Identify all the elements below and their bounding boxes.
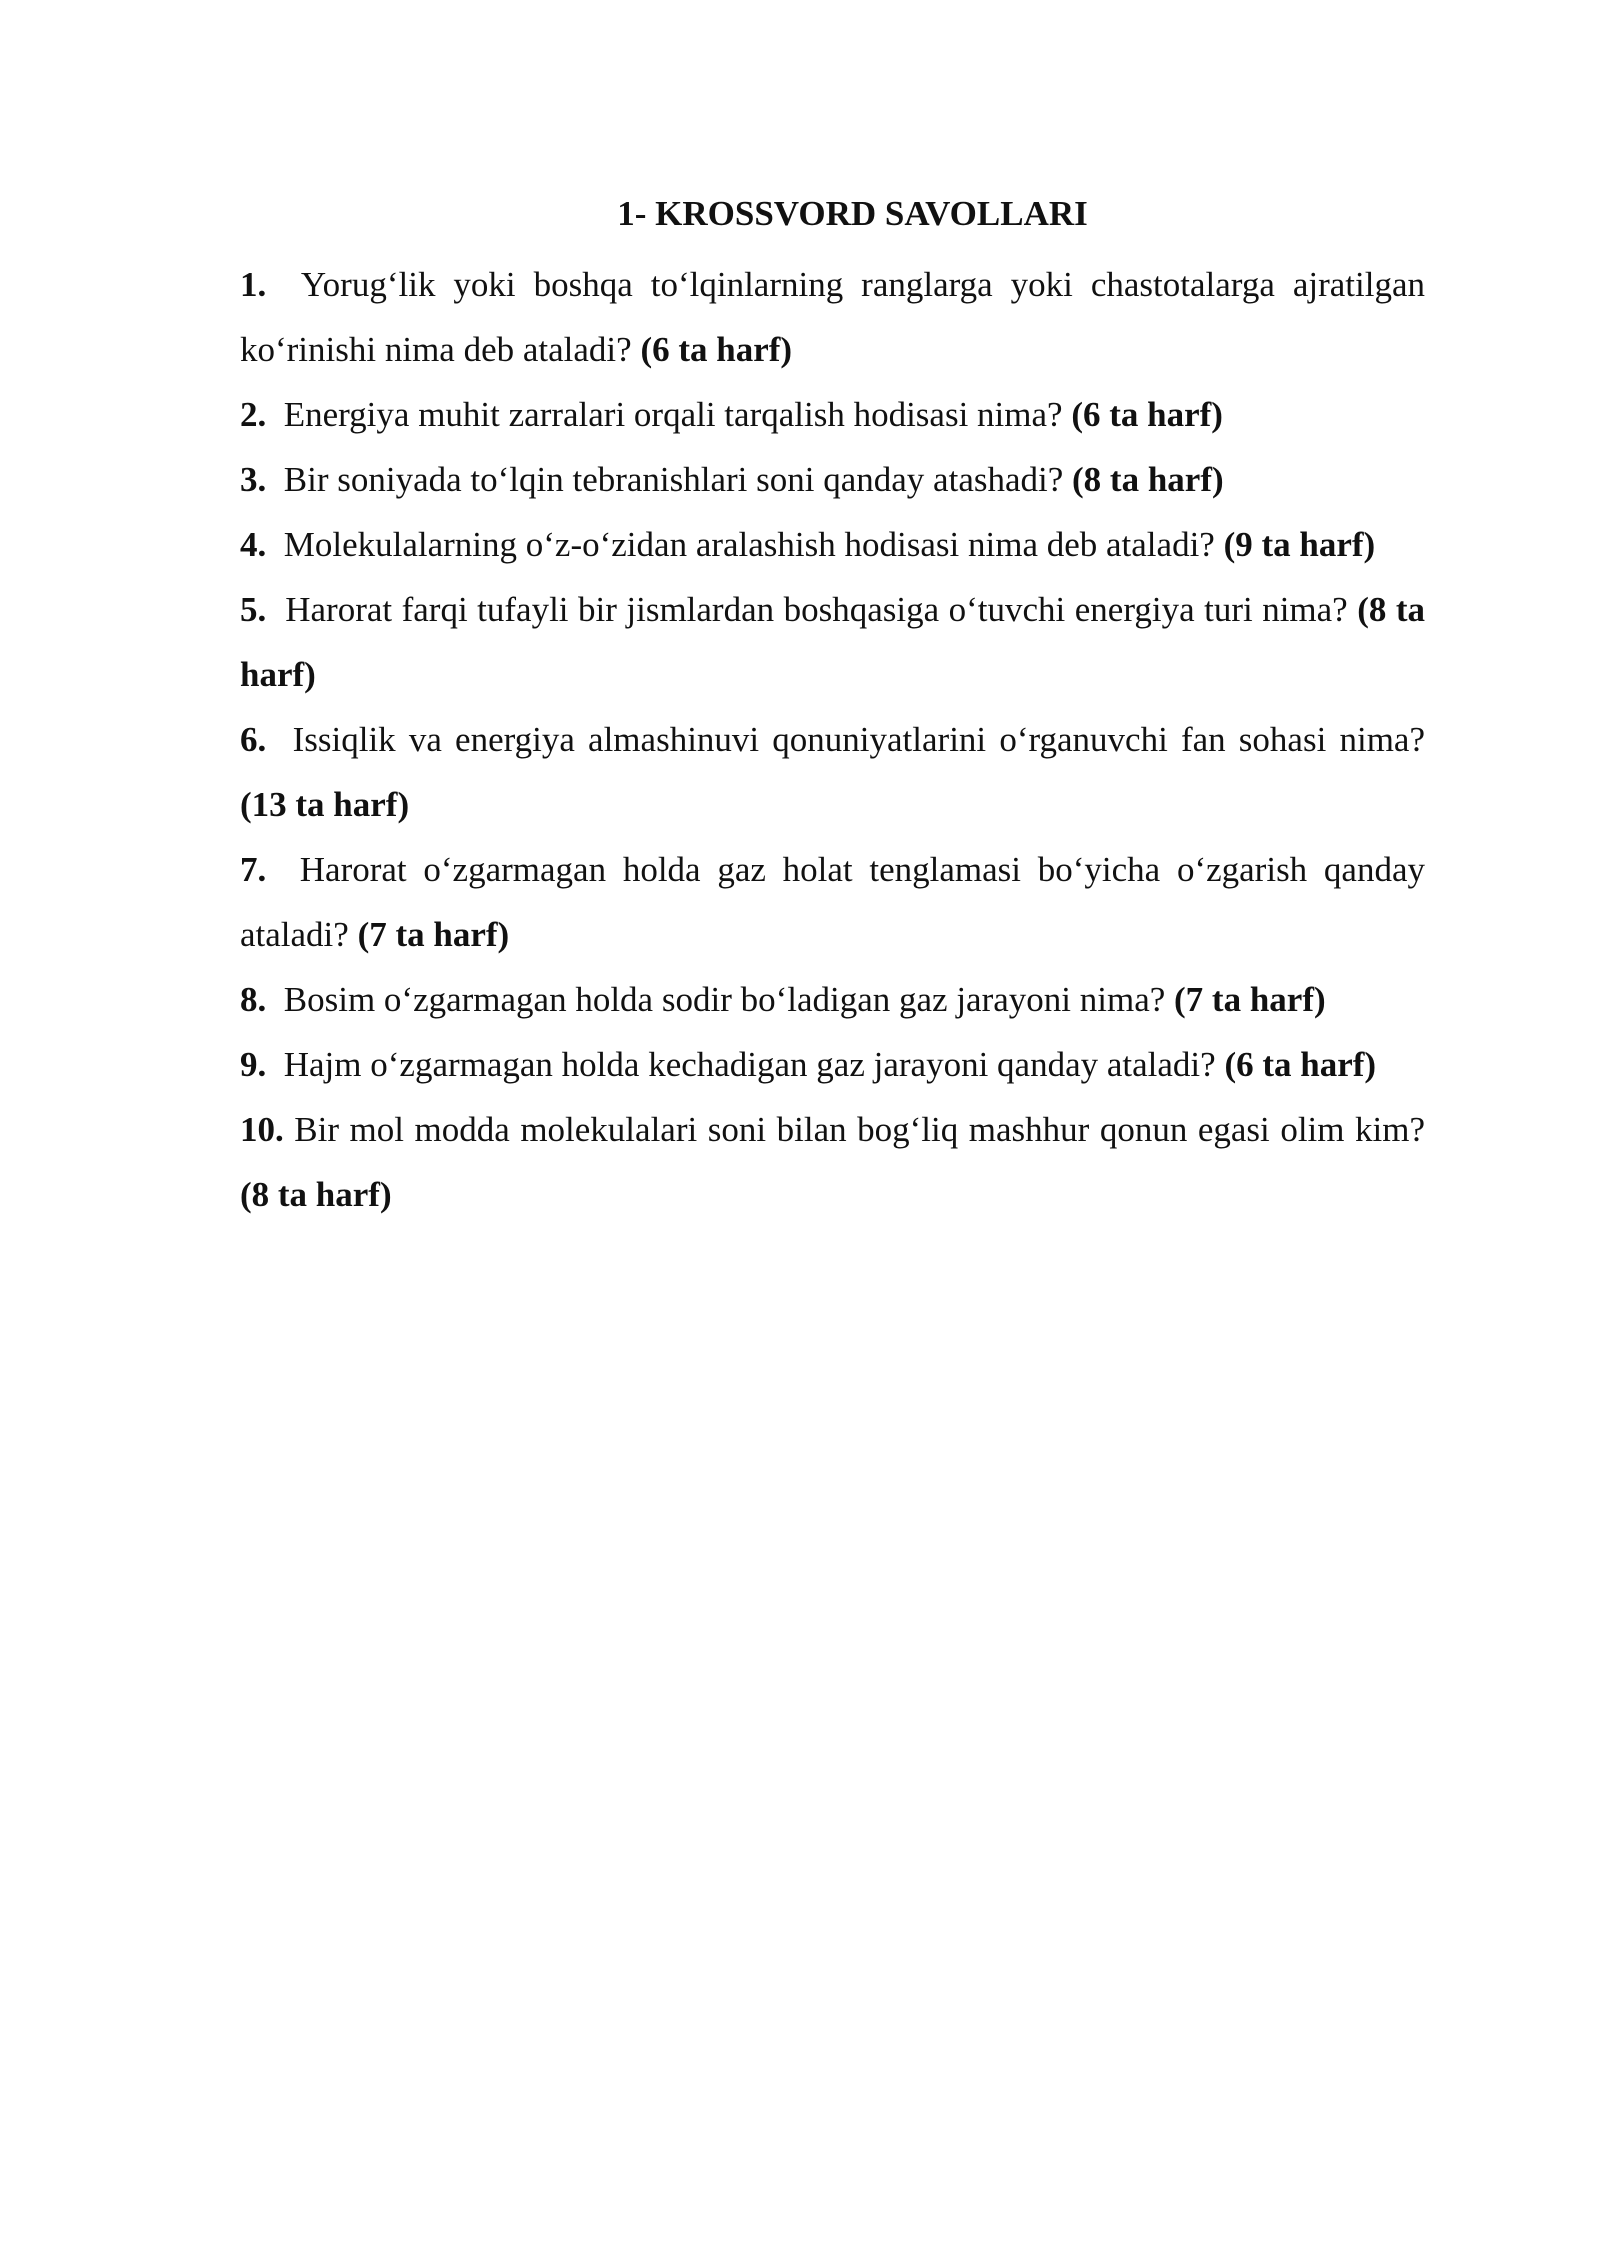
question-number: 1. xyxy=(240,265,267,304)
question-number: 10. xyxy=(240,1110,284,1149)
question-hint: (6 ta harf) xyxy=(1224,1045,1377,1084)
question-text: Bosim o‘zgarmagan holda sodir bo‘ladigan gaz jarayoni nima? xyxy=(283,980,1166,1019)
question-hint: (6 ta harf) xyxy=(1071,395,1223,434)
question-item xyxy=(240,577,1425,707)
question-hint: (8 ta harf) xyxy=(240,1175,392,1214)
question-number: 8. xyxy=(240,980,267,1019)
question-item xyxy=(240,1097,1425,1227)
question-number: 9. xyxy=(240,1045,267,1084)
question-number: 6. xyxy=(240,720,267,759)
question-item xyxy=(240,1032,1425,1097)
question-item xyxy=(240,707,1425,837)
question-number: 5. xyxy=(240,590,267,629)
question-item xyxy=(240,967,1425,1032)
question-text: Yorug‘lik yoki boshqa to‘lqinlarning ranglarga yoki chastotalarga ajratilgan ko‘rinishi nima deb ataladi? xyxy=(240,265,1425,369)
document-page xyxy=(240,188,1425,1227)
question-number: 2. xyxy=(240,395,267,434)
question-hint: (9 ta harf) xyxy=(1223,525,1376,564)
question-text: Harorat o‘zgarmagan holda gaz holat tenglamasi bo‘yicha o‘zgarish qanday ataladi? xyxy=(240,850,1426,954)
question-list xyxy=(240,252,1425,1227)
question-number: 7. xyxy=(240,850,267,889)
question-hint: (8 ta harf) xyxy=(1072,460,1224,499)
question-hint: (6 ta harf) xyxy=(640,330,793,369)
question-item xyxy=(240,382,1425,447)
question-hint: (7 ta harf) xyxy=(1174,980,1326,1019)
question-number: 4. xyxy=(240,525,267,564)
question-text: Issiqlik va energiya almashinuvi qonuniyatlarini o‘rganuvchi fan sohasi nima? xyxy=(292,720,1425,759)
question-number: 3. xyxy=(240,460,267,499)
question-text: Hajm o‘zgarmagan holda kechadigan gaz jarayoni qanday ataladi? xyxy=(283,1045,1216,1084)
question-text: Bir soniyada to‘lqin tebranishlari soni qanday atashadi? xyxy=(283,460,1064,499)
question-item xyxy=(240,447,1425,512)
question-hint: (7 ta harf) xyxy=(357,915,510,954)
question-item xyxy=(240,512,1425,577)
question-item xyxy=(240,252,1425,382)
question-item xyxy=(240,837,1425,967)
question-text: Harorat farqi tufayli bir jismlardan boshqasiga o‘tuvchi energiya turi nima? xyxy=(285,590,1348,629)
page-title: 1- KROSSVORD SAVOLLARI xyxy=(617,194,1088,233)
question-hint: (8 ta harf) xyxy=(240,590,1426,694)
question-text: Molekulalarning o‘z-o‘zidan aralashish hodisasi nima deb ataladi? xyxy=(283,525,1215,564)
question-hint: (13 ta harf) xyxy=(240,785,410,824)
question-text: Bir mol modda molekulalari soni bilan bog‘liq mashhur qonun egasi olim kim? xyxy=(294,1110,1426,1149)
question-text: Energiya muhit zarralari orqali tarqalish hodisasi nima? xyxy=(283,395,1063,434)
